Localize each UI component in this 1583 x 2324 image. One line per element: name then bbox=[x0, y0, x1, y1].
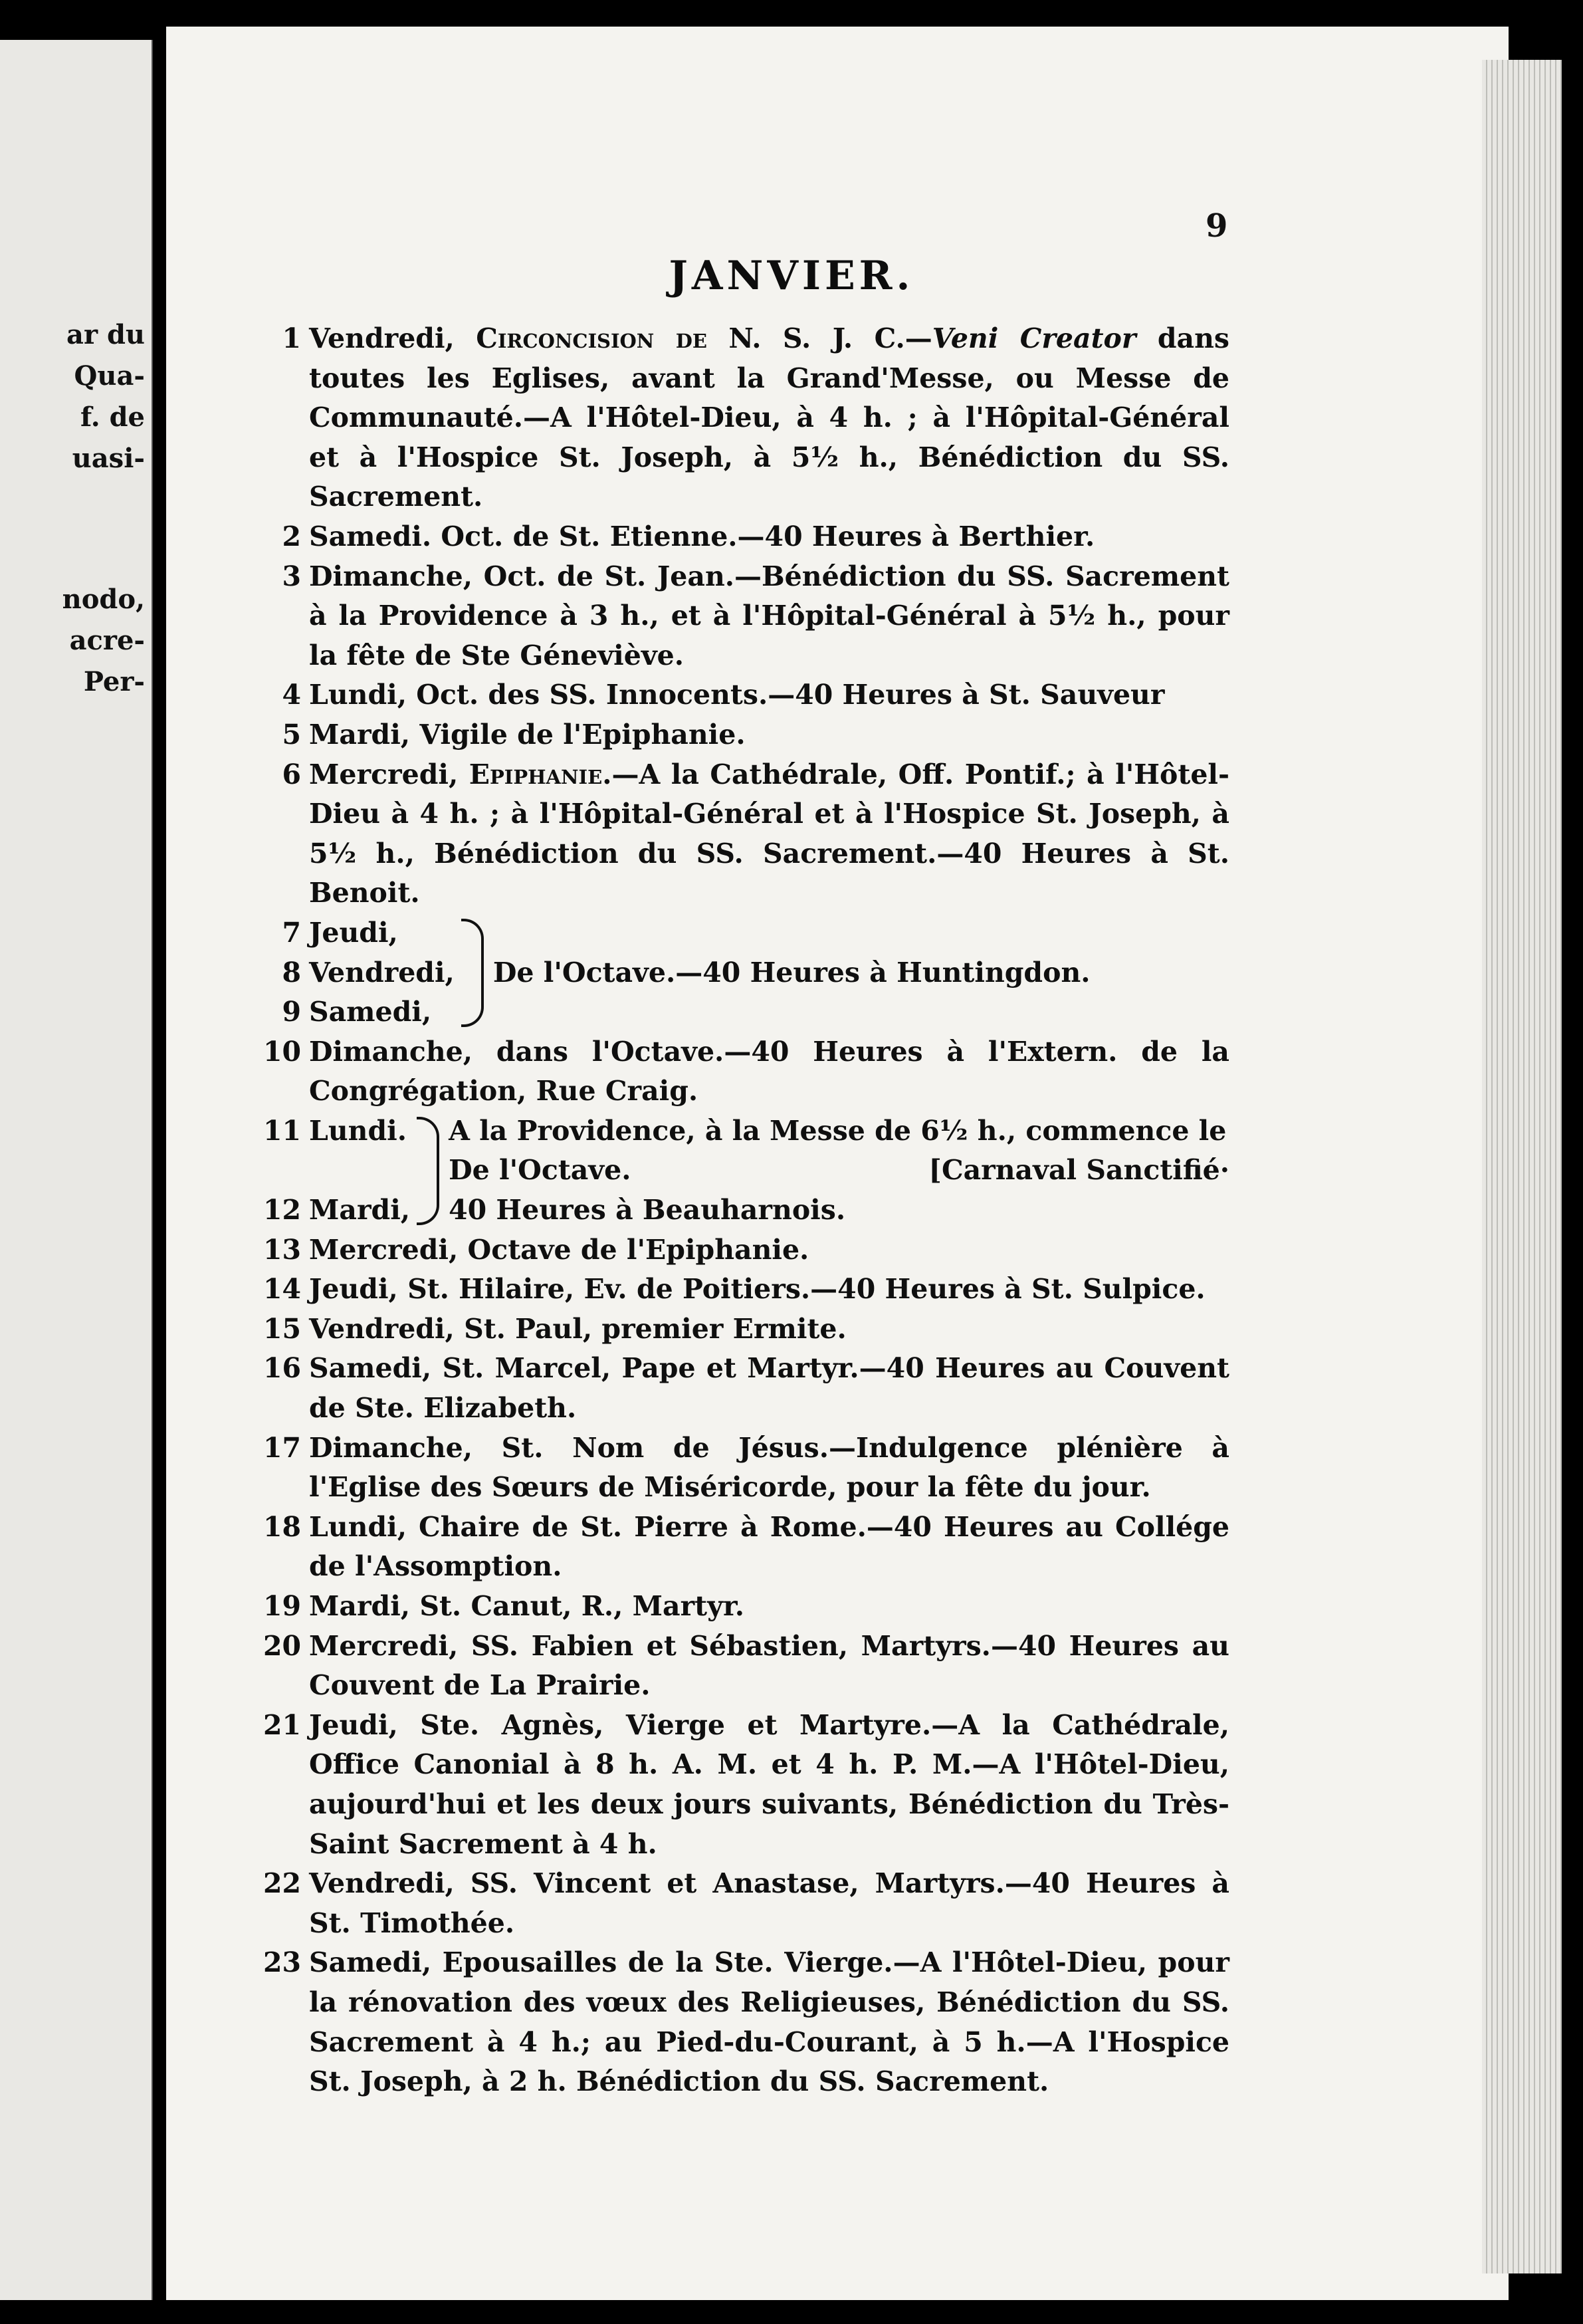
month-heading: JANVIER. bbox=[669, 253, 914, 299]
entry-6 bbox=[249, 755, 1229, 913]
facing-page-text: acre- bbox=[69, 625, 145, 656]
calendar-entries bbox=[249, 319, 1229, 2102]
entry-text: Mardi, Vigile de l'Epiphanie. bbox=[309, 718, 746, 751]
entry-23 bbox=[249, 1943, 1229, 2101]
entry-text: Dimanche, Oct. de St. Jean.—Bénédiction du SS. Sacrement à la Providence à 3 h., et à l'Hôpital-Général à 5½ h., pour la fête de Ste Géneviève. bbox=[309, 560, 1229, 671]
day-number: 22 bbox=[263, 1867, 301, 1900]
day-number: 7 bbox=[282, 916, 301, 949]
entry-text: Mardi, St. Canut, R., Martyr. bbox=[309, 1590, 745, 1622]
day-number: 11 bbox=[263, 1114, 301, 1147]
page-edges bbox=[1482, 60, 1562, 2273]
entry-text: De l'Octave. bbox=[449, 1154, 631, 1187]
day-number: 21 bbox=[263, 1708, 301, 1741]
entry-text: Samedi. Oct. de St. Etienne.—40 Heures à Berthier. bbox=[309, 520, 1095, 552]
day-number: 12 bbox=[263, 1194, 301, 1226]
day-number: 15 bbox=[263, 1312, 301, 1345]
entry-text: dans toutes les Eglises, avant la Grand'Messe, ou Messe de Communauté.—A l'Hôtel-Dieu, à 4 h. ; à l'Hôpital-Général et à l'Hospice St. Joseph, à 5½ h., Bénédiction du SS. Sacrement. bbox=[309, 322, 1229, 513]
entries-7-9 bbox=[249, 913, 1229, 1032]
day-number: 3 bbox=[282, 560, 301, 592]
entry-text: Dimanche, dans l'Octave.—40 Heures à l'Extern. de la Congrégation, Rue Craig. bbox=[309, 1035, 1229, 1107]
entry-text: Samedi, Epousailles de la Ste. Vierge.—A l'Hôtel-Dieu, pour la rénovation des vœux des Religieuses, Bénédiction du SS. Sacrement à 4 h.; au Pied-du-Courant, à 5 h.—A l'Hospice St. Joseph, à 2 h. Bénédiction du SS. Sacrement. bbox=[309, 1946, 1229, 2098]
day-number: 20 bbox=[263, 1629, 301, 1662]
day-number: 9 bbox=[282, 996, 301, 1028]
entry-5 bbox=[249, 715, 1229, 755]
entry-22 bbox=[249, 1864, 1229, 1943]
entry-text: A la Providence, à la Messe de 6½ h., commence le bbox=[449, 1114, 1227, 1147]
entries-11-12 bbox=[249, 1111, 1229, 1230]
hymn-name: Veni Creator bbox=[932, 322, 1136, 354]
entry-text: Lundi. bbox=[309, 1114, 407, 1147]
entry-text: De l'Octave.—40 Heures à Huntingdon. bbox=[492, 956, 1091, 988]
entry-text: Jeudi, St. Hilaire, Ev. de Poitiers.—40 Heures à St. Sulpice. bbox=[309, 1273, 1206, 1306]
entry-18 bbox=[249, 1508, 1229, 1587]
entry-text: Mardi, bbox=[309, 1194, 411, 1226]
entry-text: 40 Heures à Beauharnois. bbox=[449, 1194, 846, 1226]
entry-1 bbox=[249, 319, 1229, 517]
entry-3 bbox=[249, 557, 1229, 676]
facing-page-text: f. de bbox=[80, 402, 145, 433]
facing-page-text: Qua- bbox=[74, 360, 145, 392]
feast-name: Epiphanie bbox=[469, 758, 603, 790]
entry-text: Vendredi, St. Paul, premier Ermite. bbox=[309, 1312, 847, 1345]
facing-page-text: ar du bbox=[66, 319, 145, 350]
brace bbox=[417, 1117, 439, 1225]
entry-text: Vendredi, bbox=[309, 956, 455, 988]
entry-text: Vendredi, SS. Vincent et Anastase, Martyrs.—40 Heures à St. Timothée. bbox=[309, 1867, 1229, 1939]
entry-text: Mercredi, SS. Fabien et Sébastien, Martyrs.—40 Heures au Couvent de La Prairie. bbox=[309, 1629, 1229, 1702]
entry-2 bbox=[249, 517, 1229, 557]
page-number: 9 bbox=[1206, 207, 1228, 245]
day-number: 4 bbox=[282, 679, 301, 711]
entry-15 bbox=[249, 1310, 1229, 1349]
day-number: 16 bbox=[263, 1352, 301, 1385]
facing-page-text: uasi- bbox=[72, 443, 145, 474]
entry-4 bbox=[249, 675, 1229, 715]
entry-21 bbox=[249, 1706, 1229, 1864]
day-number: 14 bbox=[263, 1273, 301, 1306]
entry-10 bbox=[249, 1032, 1229, 1111]
day-number: 2 bbox=[282, 520, 301, 552]
day-number: 8 bbox=[282, 956, 301, 988]
entry-text: Vendredi, bbox=[309, 322, 476, 354]
day-number: 18 bbox=[263, 1510, 301, 1543]
entry-17 bbox=[249, 1429, 1229, 1508]
entry-text: N. S. J. C.— bbox=[706, 322, 932, 354]
feast-name: Circoncision de bbox=[476, 322, 707, 354]
facing-page-text: nodo, bbox=[62, 584, 145, 615]
facing-page bbox=[0, 40, 153, 2300]
entry-19 bbox=[249, 1587, 1229, 1627]
day-number: 23 bbox=[263, 1946, 301, 1979]
entry-text: Samedi, bbox=[309, 996, 432, 1028]
entry-14 bbox=[249, 1270, 1229, 1310]
entry-text: Jeudi, bbox=[309, 916, 398, 949]
entry-text: Samedi, St. Marcel, Pape et Martyr.—40 Heures au Couvent de Ste. Elizabeth. bbox=[309, 1352, 1229, 1425]
day-number: 1 bbox=[282, 322, 301, 354]
day-number: 13 bbox=[263, 1233, 301, 1266]
facing-page-text: Per- bbox=[83, 666, 145, 697]
entry-text: .—A la Cathédrale, Off. Pontif.; à l'Hôtel-Dieu à 4 h. ; à l'Hôpital-Général et à l'Hospice St. Joseph, à 5½ h., Bénédiction du SS. Sacrement.—40 Heures à St. Benoit. bbox=[309, 758, 1229, 909]
day-number: 19 bbox=[263, 1590, 301, 1622]
day-number: 10 bbox=[263, 1035, 301, 1068]
entry-text: Lundi, Chaire de St. Pierre à Rome.—40 Heures au Collége de l'Assomption. bbox=[309, 1510, 1229, 1583]
entry-13 bbox=[249, 1230, 1229, 1270]
day-number: 5 bbox=[282, 718, 301, 751]
entry-text: Mercredi, Octave de l'Epiphanie. bbox=[309, 1233, 809, 1266]
entry-text: [Carnaval Sanctifié· bbox=[928, 1154, 1229, 1187]
entry-20 bbox=[249, 1627, 1229, 1706]
brace bbox=[461, 919, 484, 1027]
entry-text: Dimanche, St. Nom de Jésus.—Indulgence plénière à l'Eglise des Sœurs de Miséricorde, pour la fête du jour. bbox=[309, 1431, 1229, 1504]
entry-text: Lundi, Oct. des SS. Innocents.—40 Heures à St. Sauveur bbox=[309, 679, 1165, 711]
day-number: 6 bbox=[282, 758, 301, 790]
entry-text: Jeudi, Ste. Agnès, Vierge et Martyre.—A la Cathédrale, Office Canonial à 8 h. A. M. et 4 h. P. M.—A l'Hôtel-Dieu, aujourd'hui et les deux jours suivants, Bénédiction du Très-Saint Sacrement à 4 h. bbox=[309, 1708, 1229, 1860]
entry-text: Mercredi, bbox=[309, 758, 469, 790]
day-number: 17 bbox=[263, 1431, 301, 1464]
entry-16 bbox=[249, 1349, 1229, 1428]
